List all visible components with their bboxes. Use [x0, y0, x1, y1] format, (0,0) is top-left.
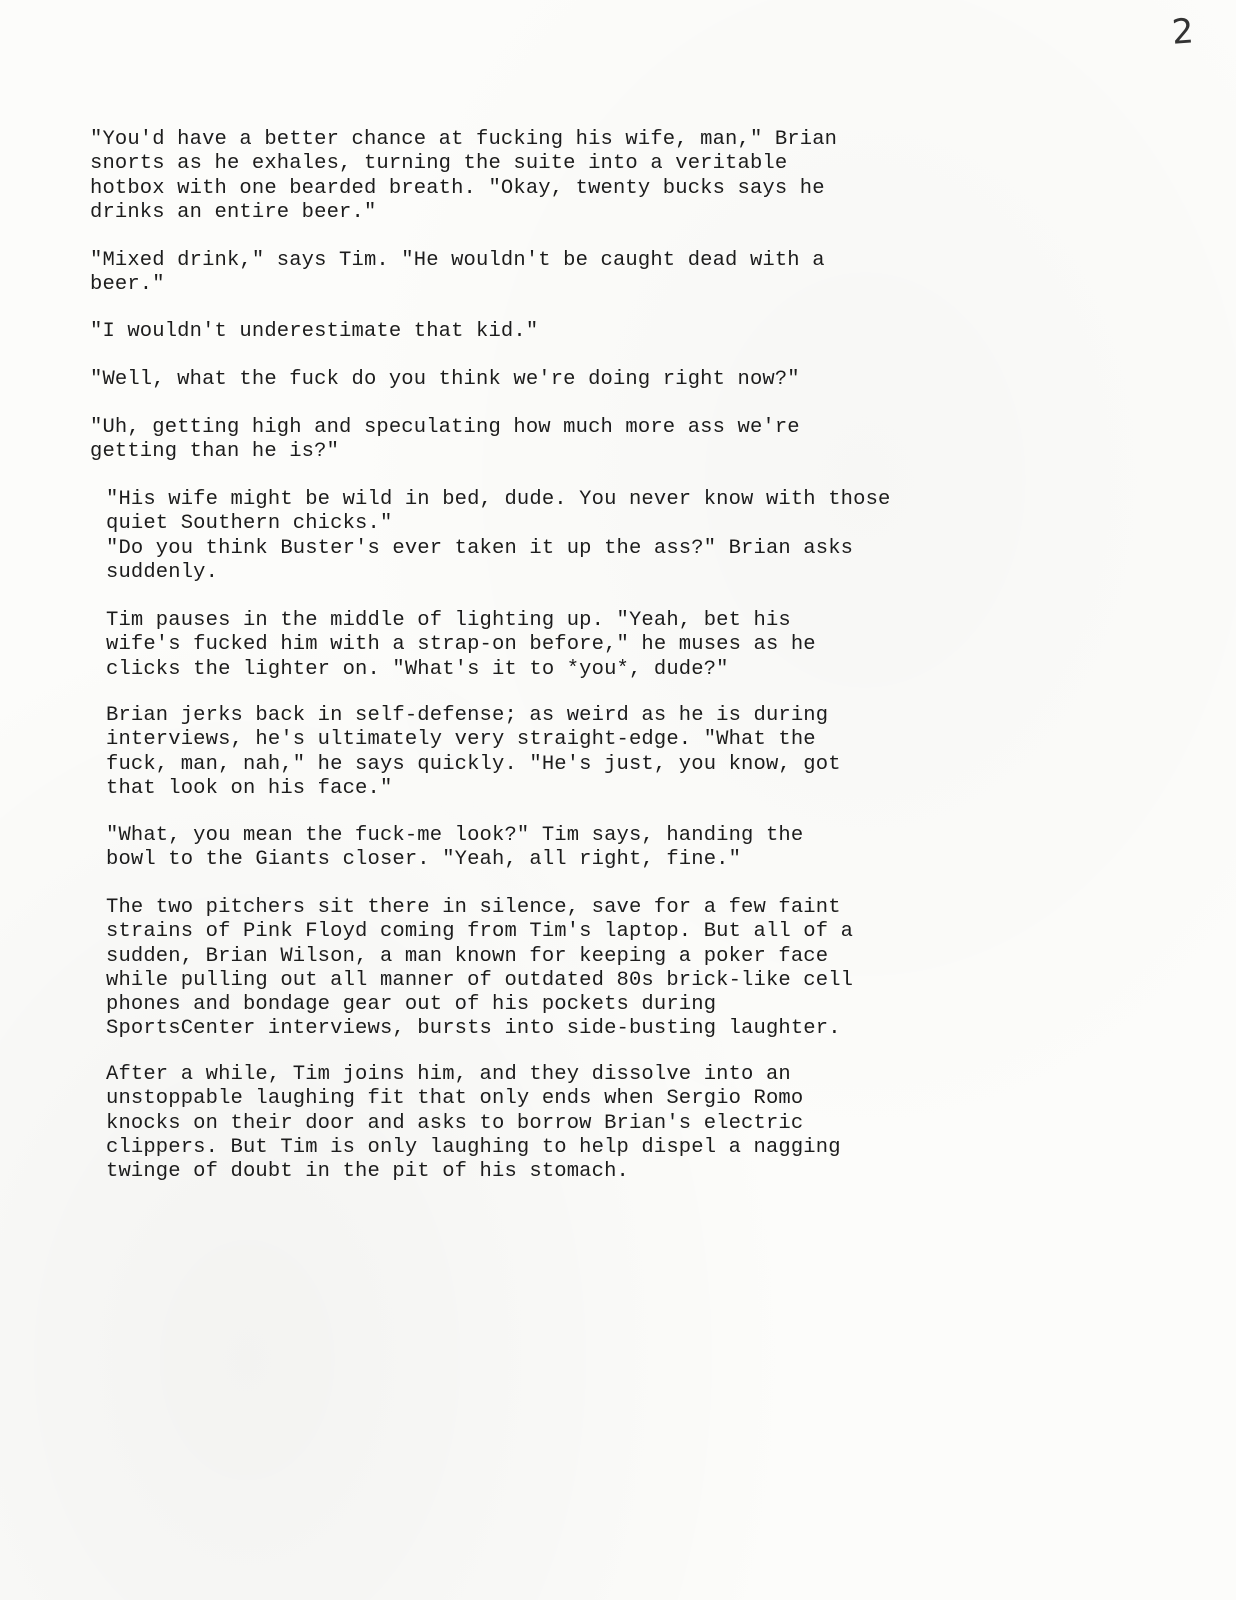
- paragraph-11: The two pitchers sit there in silence, save for a few faint strains of Pink Floyd coming from Tim's laptop. But all of a sudden, Brian Wilson, a man known for keeping a poker face while pulling out all manner of outdated 80s brick-like cell phones and bondage gear out of his pockets during SportsCenter interviews, bursts into side-busting laughter.: [106, 896, 854, 1041]
- paragraph-4: "Well, what the fuck do you think we're doing right now?": [90, 368, 800, 391]
- page-number: 2: [1170, 11, 1196, 53]
- paragraph-6: "His wife might be wild in bed, dude. You never know with those quiet Southern chicks.": [106, 488, 891, 536]
- paragraph-2: "Mixed drink," says Tim. "He wouldn't be caught dead with a beer.": [90, 249, 825, 297]
- paragraph-12: After a while, Tim joins him, and they dissolve into an unstoppable laughing fit that only ends when Sergio Romo knocks on their door and asks to borrow Brian's electric clippers. But Tim is only laughing to help dispel a nagging twinge of doubt in the pit of his stomach.: [106, 1063, 841, 1184]
- paragraph-7: "Do you think Buster's ever taken it up the ass?" Brian asks suddenly.: [106, 537, 854, 585]
- paragraph-5: "Uh, getting high and speculating how much more ass we're getting than he is?": [90, 416, 800, 464]
- paragraph-1: "You'd have a better chance at fucking his wife, man," Brian snorts as he exhales, turning the suite into a veritable hotbox with one bearded breath. "Okay, twenty bucks says he drinks an entire beer.": [90, 128, 838, 224]
- paragraph-3: "I wouldn't underestimate that kid.": [90, 320, 539, 343]
- paragraph-10: "What, you mean the fuck-me look?" Tim says, handing the bowl to the Giants closer. "Yeah, all right, fine.": [106, 824, 804, 872]
- paragraph-9: Brian jerks back in self-defense; as weird as he is during interviews, he's ultimately very straight-edge. "What the fuck, man, nah," he says quickly. "He's just, you know, got that look on his face.": [106, 704, 841, 800]
- paragraph-8: Tim pauses in the middle of lighting up. "Yeah, bet his wife's fucked him with a strap-on before," he muses as he clicks the lighter on. "What's it to *you*, dude?": [106, 609, 816, 681]
